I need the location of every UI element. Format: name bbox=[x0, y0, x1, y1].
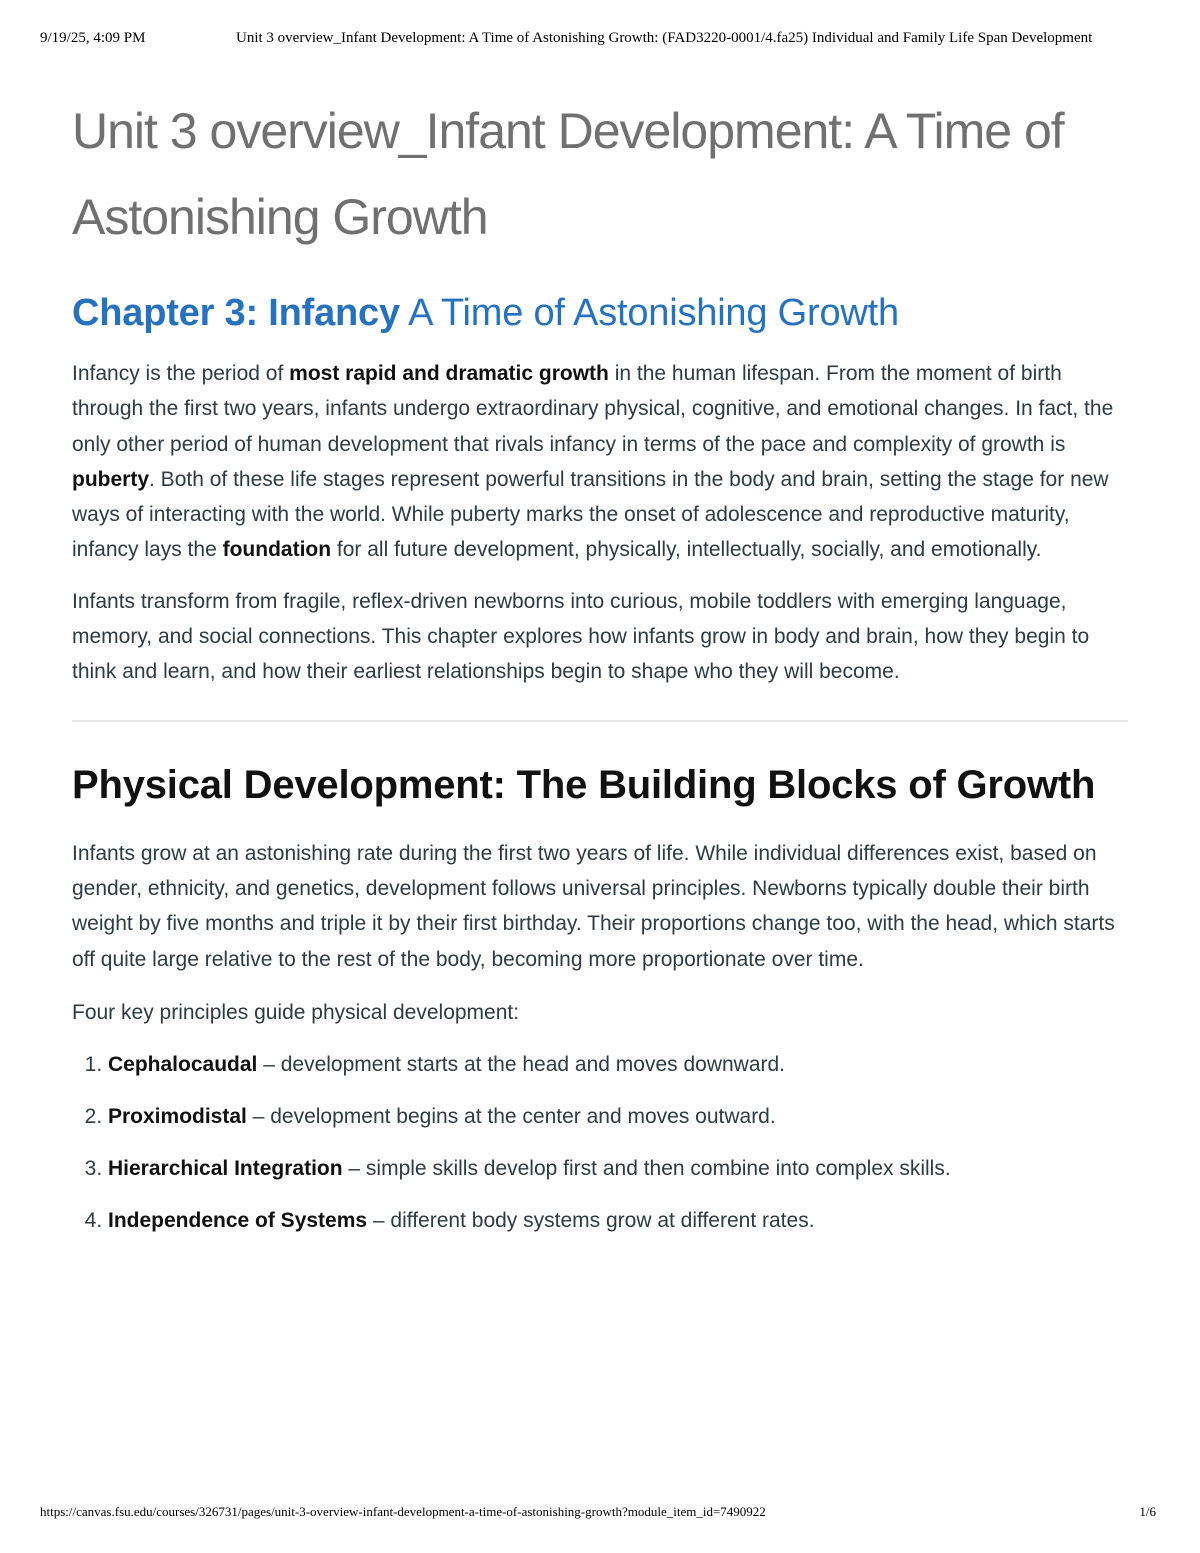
print-date: 9/19/25, 4:09 PM bbox=[40, 30, 146, 46]
section-divider bbox=[72, 720, 1128, 722]
principle-desc: – different body systems grow at different rates. bbox=[367, 1209, 815, 1233]
bold-run: foundation bbox=[222, 538, 332, 562]
chapter-heading bbox=[72, 288, 1128, 338]
bold-run: most rapid and dramatic growth bbox=[289, 362, 609, 385]
principle-desc: – simple skills develop first and then combine into complex skills. bbox=[342, 1157, 951, 1181]
text-run: for all future development, physically, intellectually, socially, and emotionally. bbox=[331, 538, 1042, 562]
print-footer bbox=[40, 1504, 1156, 1520]
chapter-heading-subtitle: A Time of Astonishing Growth bbox=[399, 292, 899, 334]
list-item bbox=[108, 1047, 1128, 1082]
intro-paragraph-2: Infants transform from fragile, reflex-driven newborns into curious, mobile toddlers with emerging language, memory, and social connections. This chapter explores how infants grow in body and brain, how they begin to think and learn, and how their earliest relationships begin to shape who they will become. bbox=[72, 589, 1090, 684]
principle-desc: – development starts at the head and moves downward. bbox=[257, 1053, 786, 1077]
page-title: Unit 3 overview_Infant Development: A Time of Astonishing Growth bbox=[72, 103, 1064, 245]
bold-run: puberty bbox=[72, 467, 150, 491]
page-content bbox=[72, 88, 1128, 1238]
physical-paragraph-1: Infants grow at an astonishing rate during the first two years of life. While individual differences exist, based on gender, ethnicity, and genetics, development follows universal principles. Newborns typically double their birth weight by five months and triple it by their first birthday. Their proportions change too, with the head, which starts off quite large relative to the rest of the body, becoming more proportionate over time. bbox=[72, 841, 1115, 971]
physical-paragraph-2: Four key principles guide physical development: bbox=[72, 1000, 520, 1024]
text-run: in the human lifespan. From the moment of birth through the first two years, infants undergo extraordinary physical, cognitive, and emotional changes. In fact, the only other period of human development that rivals infancy in terms of the pace and complexity of growth is bbox=[72, 362, 1114, 456]
principle-desc: – development begins at the center and moves outward. bbox=[246, 1105, 776, 1129]
intro-paragraph-1 bbox=[72, 356, 1128, 568]
principle-term: Cephalocaudal bbox=[108, 1053, 258, 1077]
principles-list bbox=[72, 1047, 1128, 1238]
principle-term: Hierarchical Integration bbox=[108, 1157, 343, 1181]
text-run: Infancy is the period of bbox=[72, 362, 290, 385]
text-run: . Both of these life stages represent powerful transitions in the body and brain, setting the stage for new ways of interacting with the world. While puberty marks the onset of adolescence and reproductive maturity, infancy lays the bbox=[72, 467, 1109, 562]
list-item bbox=[108, 1203, 1128, 1238]
chapter-heading-bold: Chapter 3: Infancy bbox=[72, 292, 400, 334]
list-item bbox=[108, 1099, 1128, 1134]
page-number: 1/6 bbox=[1139, 1504, 1156, 1519]
principle-term: Proximodistal bbox=[108, 1105, 247, 1129]
section-heading-physical: Physical Development: The Building Blocks of Growth bbox=[72, 762, 1096, 807]
print-page-title: Unit 3 overview_Infant Development: A Time of Astonishing Growth: (FAD3220-0001/4.fa25) Individual and Family Life Span Development bbox=[236, 30, 1093, 46]
page-url: https://canvas.fsu.edu/courses/326731/pages/unit-3-overview-infant-development-a-time-of-astonishing-growth?module_item_id=7490922 bbox=[40, 1504, 766, 1519]
principle-term: Independence of Systems bbox=[108, 1209, 368, 1233]
list-item bbox=[108, 1151, 1128, 1186]
